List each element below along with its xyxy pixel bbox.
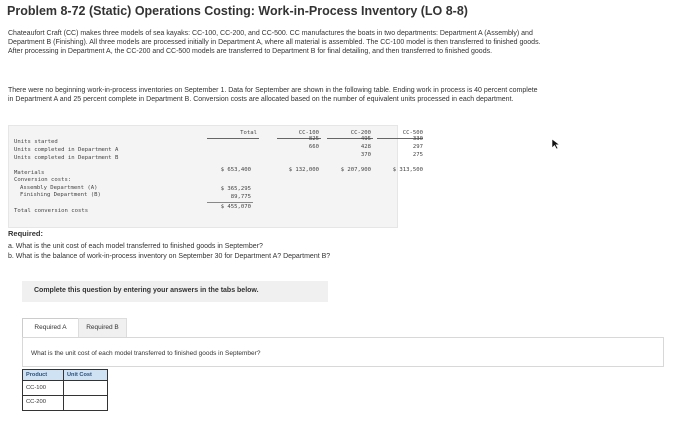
cell: $ 313,500 (392, 167, 423, 173)
tab-required-b[interactable]: Required B (78, 318, 127, 338)
required-a-text: a. What is the unit cost of each model transferred to finished goods in September? (8, 243, 263, 250)
question-text: What is the unit cost of each model transferred to finished goods in September? (31, 350, 261, 357)
row-label-units-dept-a: Units completed in Department A (14, 147, 119, 153)
cell: $ 132,000 (288, 167, 319, 173)
cell: $ 455,070 (220, 204, 251, 210)
row-label-units-dept-b: Units completed in Department B (14, 155, 119, 161)
column-divider (63, 370, 64, 410)
cell: 275 (412, 152, 423, 158)
cell: 660 (308, 144, 319, 150)
col-header-cc500: CC-500 (402, 130, 423, 136)
row-label-units-started: Units started (14, 139, 58, 145)
question-panel (22, 337, 664, 367)
mouse-pointer-icon (551, 138, 561, 150)
row-label-assembly: Assembly Department (A) (20, 185, 98, 191)
instruction-text: Complete this question by entering your answers in the tabs below. (34, 287, 259, 294)
cell: $ 365,295 (220, 186, 251, 192)
row-label-conversion: Conversion costs: (14, 177, 72, 183)
answer-table (22, 369, 108, 411)
required-b-text: b. What is the balance of work-in-process inventory on September 30 for Department A? Department B? (8, 253, 331, 260)
sum-line (207, 202, 253, 203)
cell: 370 (360, 152, 371, 158)
product-label: CC-100 (26, 385, 46, 391)
required-heading: Required: (8, 229, 44, 238)
cell: 825 (308, 136, 319, 142)
header-divider (207, 138, 259, 139)
tab-required-a[interactable]: Required A (22, 318, 79, 337)
instruction-banner (22, 281, 328, 302)
cell: $ 207,900 (340, 167, 371, 173)
row-label-total-conversion: Total conversion costs (14, 208, 89, 214)
unit-cost-input-cc100[interactable] (65, 382, 105, 393)
row-label-finishing: Finishing Department (B) (20, 192, 101, 198)
problem-title: Problem 8-72 (Static) Operations Costing: Work-in-Process Inventory (LO 8-8) (7, 4, 468, 18)
row-label-materials: Materials (14, 170, 45, 176)
col-header-total: Total (240, 130, 257, 136)
data-table (8, 125, 423, 228)
header-product: Product (26, 372, 48, 378)
product-label: CC-200 (26, 399, 46, 405)
col-header-cc100: CC-100 (298, 130, 319, 136)
problem-data-note: There were no beginning work-in-process inventories on September 1. Data for September are shown in the following table. Ending work in process is 40 percent complete in Department A and 25 percent complete in Department B. Conversion costs are allocated based on the number of equivalent units processed in each department. (8, 87, 538, 104)
cell: 495 (360, 136, 371, 142)
answer-table-header (23, 370, 107, 381)
col-header-cc200: CC-200 (350, 130, 371, 136)
cell: $ 653,400 (220, 167, 251, 173)
cell: 297 (412, 144, 423, 150)
answer-row (23, 381, 107, 396)
cell: 330 (412, 136, 423, 142)
answer-row (23, 395, 107, 409)
cell: 89,775 (230, 194, 251, 200)
problem-description: Chateaufort Craft (CC) makes three models of sea kayaks: CC-100, CC-200, and CC-500. CC manufactures the boats in two departments: Department A (Assembly) and Department B (Finishing). All three models are processed initially in Department A, where all material is assembled. The CC-100 model is then transferred to finished goods. After processing in Department A, the CC-200 and CC-500 models are transferred to Department B for final detailing, and then transferred to finished goods. (8, 30, 541, 56)
header-unit-cost: Unit Cost (67, 372, 92, 378)
cell: 428 (360, 144, 371, 150)
unit-cost-input-cc200[interactable] (65, 396, 105, 407)
